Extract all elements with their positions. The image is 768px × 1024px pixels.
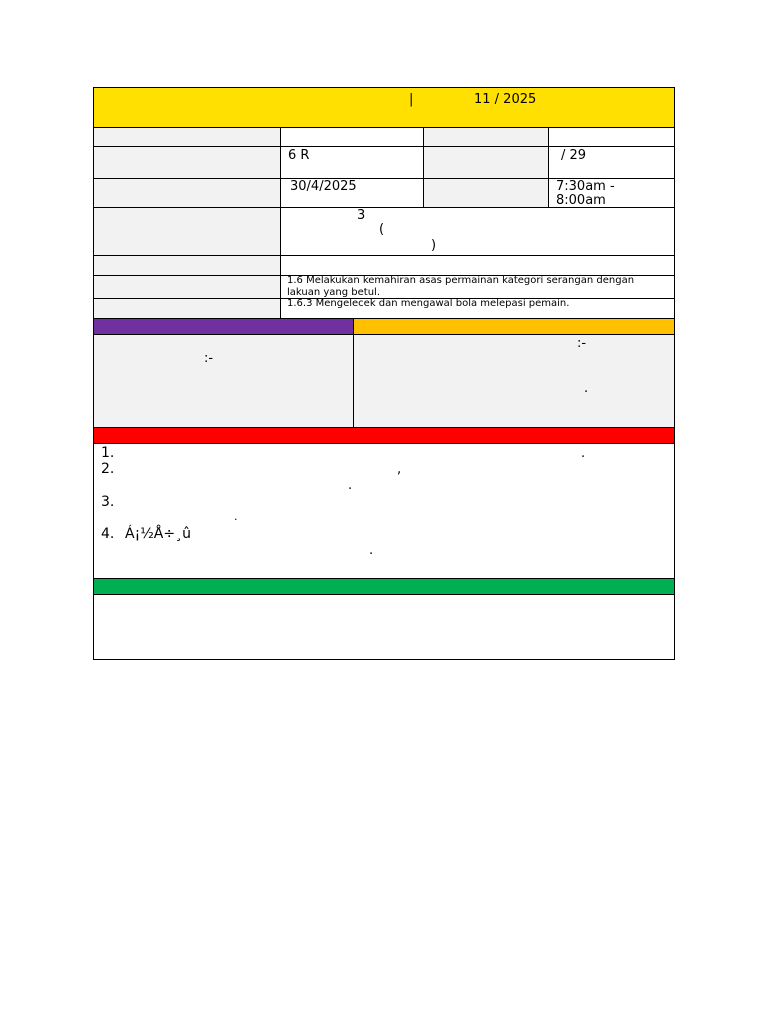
label-cell [94, 179, 280, 207]
info-row-date [93, 179, 675, 208]
objectives-right-colon: :- [577, 336, 587, 351]
reflection-body [93, 595, 675, 660]
objectives-band-orange [354, 319, 674, 334]
info-row-topic [93, 208, 675, 256]
info-row-5 [93, 256, 675, 276]
time-value-line1: 7:30am - [556, 179, 615, 194]
activity-1-number: 1. [101, 445, 115, 461]
activity-2-mark: , [397, 462, 402, 477]
activity-4-mark: . [369, 543, 374, 558]
objectives-left [94, 335, 353, 427]
label-cell [94, 147, 280, 178]
activity-2-number: 2. [101, 461, 115, 477]
activity-3-number: 3. [101, 494, 115, 510]
activities-band [93, 428, 675, 444]
label-cell [94, 276, 280, 298]
learning-standard-text: 1.6.3 Mengelecek dan mengawal bola melepasi pemain. [287, 298, 570, 309]
topic-line-1: 3 [357, 208, 366, 223]
header-separator: | [409, 92, 414, 107]
label-cell [94, 299, 280, 318]
activity-3-mark: . [234, 510, 238, 523]
activity-1-mark: . [581, 446, 586, 461]
topic-line-3: ) [431, 238, 437, 253]
activity-4-number: 4. [101, 526, 115, 542]
info-row-content-standard [93, 276, 675, 299]
objectives-body [93, 335, 675, 428]
label-cell [424, 147, 548, 178]
class-value: 6 R [288, 148, 310, 163]
header-bar [93, 87, 675, 128]
label-cell [94, 208, 280, 255]
content-standard-text: 1.6 Melakukan kemahiran asas permainan kategori serangan dengan lakuan yang betul. [287, 275, 635, 298]
activity-4-text: Á¡½Å÷¸û [125, 526, 191, 542]
activity-2-mark2: . [348, 478, 353, 493]
label-cell [424, 179, 548, 207]
label-cell [424, 128, 548, 146]
label-cell [94, 256, 280, 275]
time-value-line2: 8:00am [556, 193, 606, 208]
objectives-left-colon: :- [204, 351, 214, 366]
date-value: 30/4/2025 [290, 179, 357, 194]
objectives-right-dot: . [584, 381, 589, 396]
objectives-right [354, 335, 674, 427]
enrolment-value: / 29 [561, 148, 587, 163]
info-row-class [93, 147, 675, 179]
objectives-band-purple [94, 319, 353, 334]
objectives-band [93, 319, 675, 335]
info-row-learning-standard [93, 299, 675, 319]
lesson-plan-sheet [93, 87, 675, 660]
label-cell [94, 128, 280, 146]
activities-body [93, 444, 675, 579]
topic-line-2: ( [379, 222, 385, 237]
reflection-band [93, 579, 675, 595]
week-label: 11 / 2025 [474, 92, 537, 107]
info-row-1 [93, 128, 675, 147]
